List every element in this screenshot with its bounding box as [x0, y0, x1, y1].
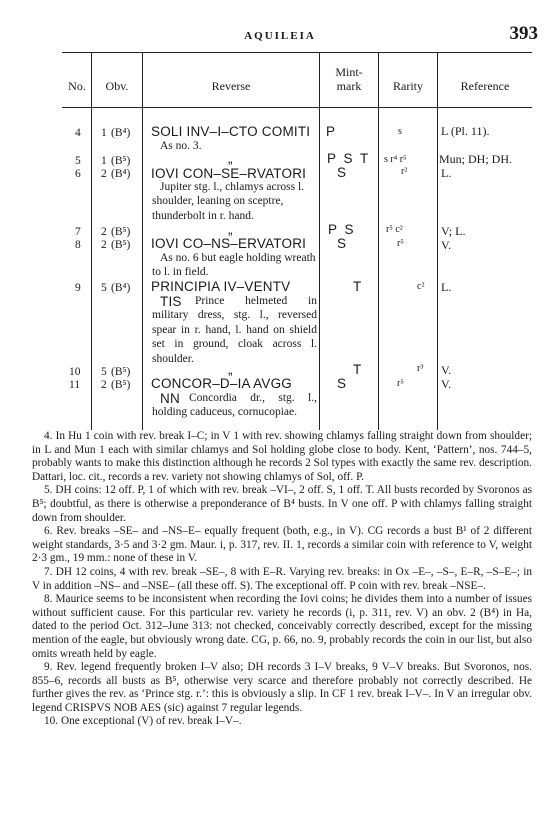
mintmark: P S	[328, 222, 356, 237]
col-rule	[319, 52, 320, 430]
reverse-description: As no. 3.	[160, 140, 202, 152]
bust-type: (B⁵)	[111, 366, 131, 378]
reverse-legend: IOVI CON–SE–RVATORI	[151, 166, 307, 181]
note-10: 10. One exceptional (V) of rev. break I–V–.	[44, 715, 242, 728]
reference: V.	[441, 238, 452, 252]
running-head-title: AQUILEIA	[244, 30, 316, 42]
reference: V.	[441, 363, 452, 377]
obverse-number: 2	[101, 168, 107, 180]
mintmark: P S T	[327, 151, 371, 166]
reference: Mun; DH; DH.	[439, 152, 513, 166]
note-9: 9. Rev. legend frequently broken I–V also; DH records 3 I–V breaks, 9 V–V breaks. But Svoronos, nos. 855–6, records all busts as B⁵, otherwise very scarce and therefore probably not correctly described. He further gives the rev. as ‘Prince stg. r.’: this is obviously a slip. In CF 1 rev. break I–V–. In V an irregular obv. legend CRISPVS NOB AES (sic) against 7 regular legends.	[32, 661, 532, 714]
bust-type: (B⁵)	[111, 155, 131, 167]
col-head-reverse: Reverse	[211, 79, 251, 93]
mintmark: S	[337, 236, 349, 251]
reverse-description: As no. 6 but eagle holding wreath to l. in field.	[152, 252, 316, 279]
rarity: s	[398, 126, 402, 137]
row-number: 10	[69, 366, 81, 378]
mintmark: S	[337, 165, 349, 180]
reverse-legend: CONCOR–D–IA AVGG	[151, 376, 292, 391]
ditto-mark: „	[228, 151, 233, 166]
mintmark: P	[326, 124, 338, 139]
bust-type: (B⁵)	[111, 379, 131, 391]
obverse-number: 2	[101, 226, 107, 238]
reverse-legend-continued: NN	[160, 391, 180, 406]
note-4: 4. In Hu 1 coin with rev. break I–C; in V 1 with rev. showing chlamys falling straight down from shoulder; in L and Mun 1 each with similar chlamys and Sol holding globe close to body. Kent, ‘Pattern’, nos. 744–5, probably wants to make this distinction although he records 2 Sol types with exactly the same rev. description. Dattari, loc. cit., records a rev. variety not showing chlamys of Sol, off. P.	[32, 430, 532, 483]
table-head-rule	[62, 107, 532, 108]
note-6: 6. Rev. breaks –SE– and –NS–E– equally frequent (both, e.g., in V). CG records a bust B¹ of 2 different weight standards, 3·5 and 3·2 gm. Maur. i, p. 317, rev. II. 1, records a similar coin with reference to V, weight 2·3 gm., 19 mm.: none of these in V.	[32, 525, 532, 565]
reverse-legend: PRINCIPIA IV–VENTV	[151, 279, 291, 294]
row-number: 6	[75, 168, 81, 180]
table-top-rule	[62, 52, 532, 53]
rarity: r⁵	[397, 238, 404, 249]
reverse-legend-continued: TIS	[160, 294, 182, 309]
reverse-description: Jupiter stg. l., chlamys across l. shoulder, leaning on sceptre, thunderbolt in r. hand.	[152, 181, 305, 222]
reverse-description: Prince helmeted in military dress, stg. l., reversed spear in r. hand, l. hand on shield set in ground, cloak across l. shoulder.	[152, 295, 317, 365]
note-5: 5. DH coins: 12 off. P, 1 of which with rev. break –VI–, 2 off. S, 1 off. T. All busts recorded by Svoronos as B⁵; doubtful, as there is otherwise a preponderance of B⁴ busts. In V one off. P with chlamys falling straight down from shoulder.	[32, 484, 532, 524]
obverse-number: 2	[101, 239, 107, 251]
row-number: 7	[75, 226, 81, 238]
bust-type: (B⁴)	[111, 168, 131, 180]
bust-type: (B⁴)	[111, 127, 131, 139]
reference: L (Pl. 11).	[441, 124, 490, 138]
reverse-description: Concordia dr., stg. l., holding caduceus, cornucopiae.	[152, 392, 317, 419]
col-rule	[378, 52, 379, 430]
mintmark: S	[337, 376, 349, 391]
rarity: s r⁴ r⁵	[384, 154, 407, 165]
page-number: 393	[509, 23, 538, 44]
bust-type: (B⁵)	[111, 226, 131, 238]
mintmark: T	[353, 279, 364, 294]
col-head-obv: Obv.	[105, 79, 129, 93]
note-7: 7. DH 12 coins, 4 with rev. break –SE–, 8 with E–R. Varying rev. breaks: in Ox –E–, –S–, E–R, –S–E–; in V in addition –NS– and –NSE– (all these off. S). The exceptional off. P coin with rev. break –NSE–.	[32, 565, 532, 592]
obverse-number: 5	[101, 366, 107, 378]
reverse-legend: IOVI CO–NS–ERVATORI	[151, 236, 307, 251]
row-number: 4	[75, 127, 81, 139]
mintmark: T	[353, 362, 364, 377]
reference: L.	[441, 166, 452, 180]
col-head-rarity: Rarity	[393, 79, 423, 93]
bust-type: (B⁵)	[111, 239, 131, 251]
footnotes	[32, 430, 532, 729]
reference: V.	[441, 377, 452, 391]
row-number: 9	[75, 282, 81, 294]
col-rule	[142, 52, 143, 430]
col-head-no: No.	[68, 79, 86, 93]
col-rule	[437, 52, 438, 430]
rarity: r³	[417, 363, 424, 374]
note-8: 8. Maurice seems to be inconsistent when recording the Iovi coins; he divides them into a number of issues without sufficient cause. For this particular rev. variety he records (i, p. 311, rev. V) an obv. 2 (B⁴) in Ha, dated to the period Oct. 312–June 313: not checked, conceivably correctly described, except for the missing mention of the eagle, but obviously wrong date. CG, p. 66, no. 9, probably records the coin in our list, but also omits wreath held by eagle.	[32, 593, 532, 660]
col-head-reference: Reference	[460, 79, 510, 93]
obverse-number: 5	[101, 282, 107, 294]
rarity: r⁵	[397, 378, 404, 389]
col-rule	[91, 52, 92, 430]
row-number: 5	[75, 155, 81, 167]
obverse-number: 2	[101, 379, 107, 391]
rarity: c²	[417, 281, 425, 292]
reference: V; L.	[441, 224, 466, 238]
row-number: 8	[75, 239, 81, 251]
rarity: r⁵ c²	[386, 224, 403, 235]
row-number: 11	[69, 379, 81, 391]
reverse-legend: SOLI INV–I–CTO COMITI	[151, 124, 311, 139]
ditto-mark: „	[228, 222, 233, 237]
bust-type: (B⁴)	[111, 282, 131, 294]
col-head-mintmark: Mint- mark	[335, 65, 363, 93]
reference: L.	[441, 280, 452, 294]
obverse-number: 1	[101, 127, 107, 139]
obverse-number: 1	[101, 155, 107, 167]
ditto-mark: „	[228, 362, 233, 377]
rarity: r²	[401, 166, 408, 177]
